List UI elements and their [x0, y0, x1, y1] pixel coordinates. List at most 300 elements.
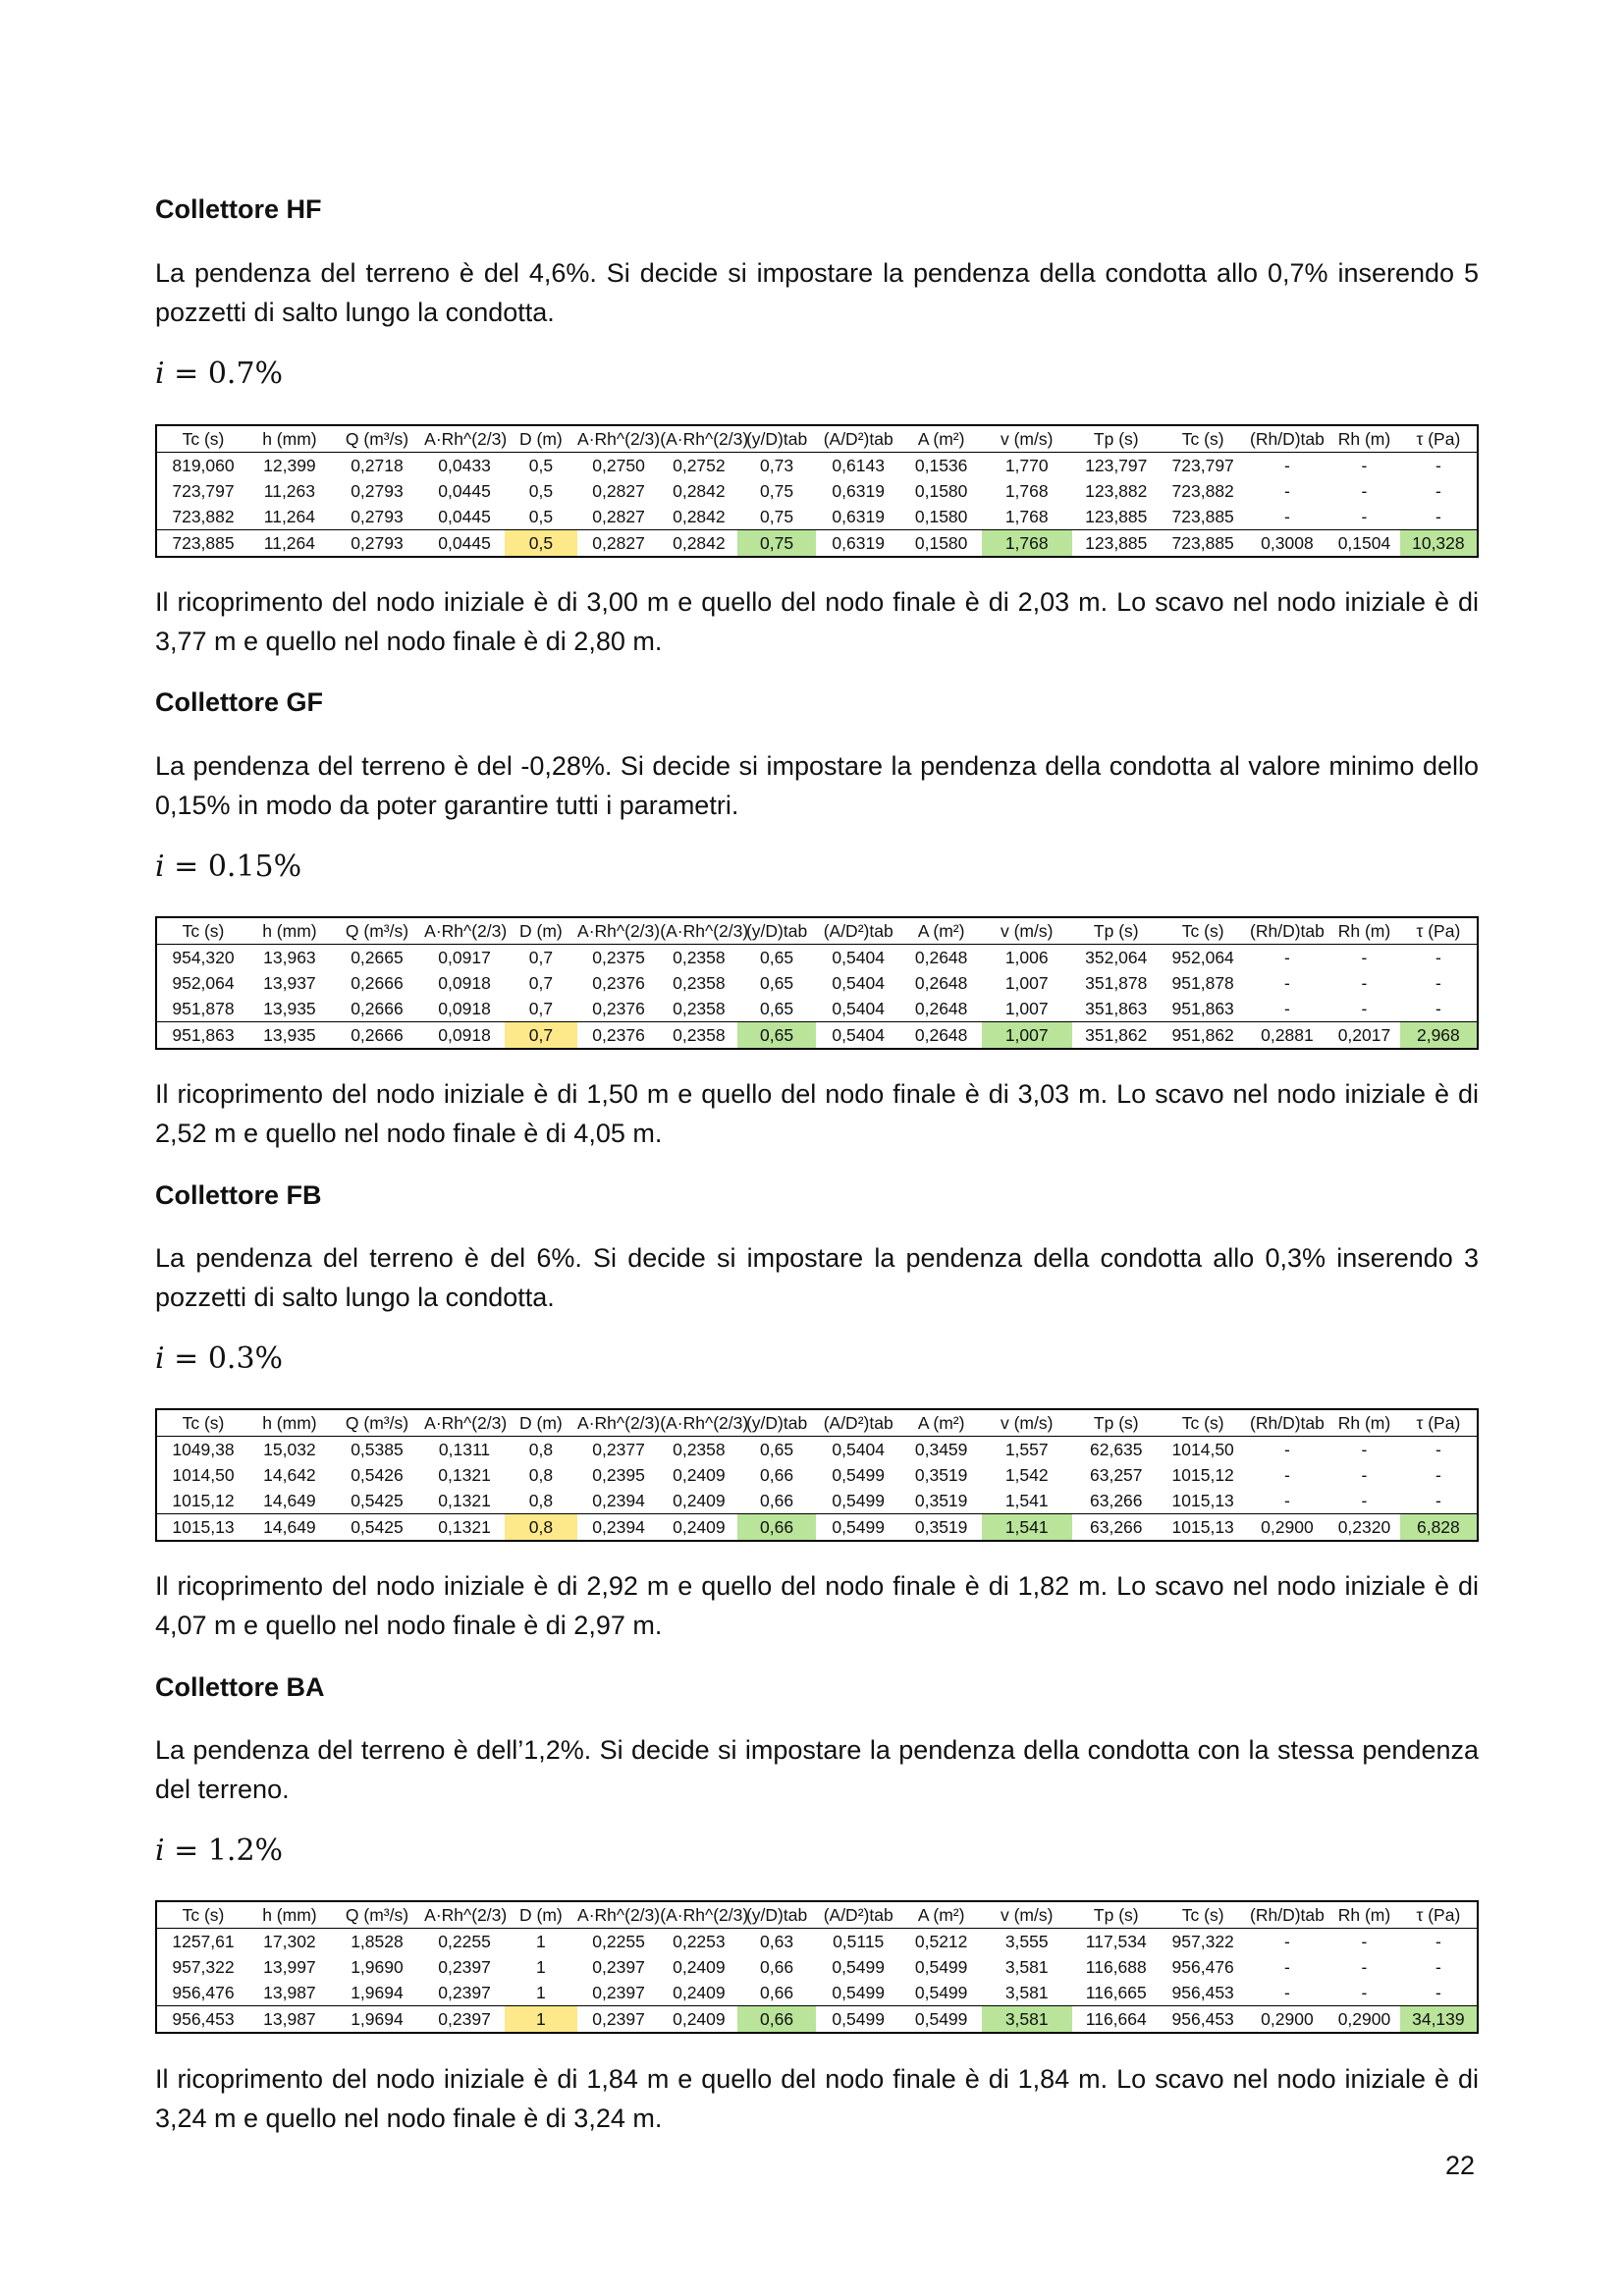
table-cell: 0,2666 [351, 998, 404, 1018]
table-cell: 1,542 [1004, 1464, 1049, 1485]
column-header: τ (Pa) [1400, 1901, 1478, 1929]
table-cell: 10,328 [1400, 530, 1478, 558]
table-cell: 0,2395 [592, 1464, 645, 1485]
table-cell: 0,2648 [914, 998, 968, 1018]
table-cell: 1 [505, 2006, 577, 2034]
section-summary-ba: Il ricoprimento del nodo iniziale è di 1,84 m e quello del nodo finale è di 1,84 m. Lo scavo nel nodo iniziale è di 3,24 m e quello nel nodo finale è di 3,24 m. [155, 2064, 1479, 2133]
slope-formula-fb [155, 1341, 283, 1376]
table-cell: 957,322 [1171, 1931, 1234, 1951]
table-cell: 0,7 [528, 998, 554, 1018]
table-cell: 0,2358 [660, 1022, 737, 1050]
table-cell: 1015,12 [172, 1490, 235, 1510]
table-cell: 0,5499 [901, 2006, 982, 2034]
slope-formula-ba [155, 1833, 283, 1868]
table-cell: 116,688 [1085, 1956, 1147, 1977]
table-cell: 13,987 [249, 2006, 330, 2034]
table-cell: 0,75 [760, 480, 794, 501]
table-cell: 0,66 [737, 1514, 815, 1542]
data-table-hf [155, 424, 1479, 558]
column-header: Tc (s) [1161, 1901, 1246, 1929]
table-cell: 1257,61 [172, 1931, 235, 1951]
table-cell: 0,0917 [438, 947, 491, 967]
table-cell: 0,0433 [438, 455, 491, 475]
table-cell: 0,2842 [673, 506, 726, 526]
table-cell: 1,9694 [330, 2006, 424, 2034]
table-cell: 1015,13 [1171, 1490, 1234, 1510]
table-cell: 0,2397 [424, 2006, 505, 2034]
slope-formula-gf [155, 849, 301, 884]
table-cell: 1,768 [1004, 480, 1049, 501]
table-cell: - [1361, 480, 1368, 501]
table-cell: - [1284, 947, 1290, 967]
column-header: h (mm) [249, 1409, 330, 1437]
table-cell: 1,768 [982, 530, 1072, 558]
column-header: v (m/s) [982, 425, 1072, 453]
column-header: Rh (m) [1328, 1409, 1400, 1437]
table-cell: 0,2827 [592, 506, 645, 526]
table-cell: 0,5 [505, 530, 577, 558]
table-cell: 1,007 [982, 1022, 1072, 1050]
column-header: A·Rh^(2/3) [577, 917, 660, 945]
column-header: Tc (s) [1161, 1409, 1246, 1437]
table-cell: 0,5426 [351, 1464, 404, 1485]
table-cell: 1,541 [982, 1514, 1072, 1542]
column-header: (Rh/D)tab [1246, 1901, 1328, 1929]
table-cell: 0,2842 [673, 480, 726, 501]
table-cell: 0,2255 [438, 1931, 491, 1951]
table-cell: 0,2665 [351, 947, 404, 967]
table-cell: - [1361, 1439, 1368, 1459]
table-header-row [156, 425, 1478, 453]
table-cell: 1,007 [1004, 972, 1049, 993]
table-cell: 13,963 [263, 947, 316, 967]
table-cell: 0,75 [737, 530, 815, 558]
column-header: h (mm) [249, 1901, 330, 1929]
column-header: A·Rh^(2/3) [424, 1901, 505, 1929]
column-header: v (m/s) [982, 917, 1072, 945]
table-cell: 1,557 [1004, 1439, 1049, 1459]
column-header: (Rh/D)tab [1246, 917, 1328, 945]
table-cell: 0,3519 [914, 1464, 968, 1485]
table-cell: 117,534 [1085, 1931, 1147, 1951]
table-cell: 0,65 [760, 972, 794, 993]
table-cell: 351,862 [1072, 1022, 1161, 1050]
table-row [156, 530, 1478, 558]
column-header: Tc (s) [156, 425, 249, 453]
table-cell: 123,797 [1085, 455, 1148, 475]
table-row [156, 1022, 1478, 1050]
table-cell: 957,322 [172, 1956, 235, 1977]
table-cell: 0,2376 [592, 998, 645, 1018]
table-cell: 819,060 [172, 455, 235, 475]
table-cell: 0,5404 [832, 998, 885, 1018]
table-cell: 0,2376 [577, 1022, 660, 1050]
table-row [156, 1462, 1478, 1488]
table-cell: 0,6319 [832, 506, 885, 526]
table-cell: 13,987 [263, 1982, 316, 2002]
table-cell: - [1435, 998, 1441, 1018]
table-cell: 0,5499 [832, 1982, 885, 2002]
table-cell: - [1361, 972, 1368, 993]
table-cell: - [1435, 480, 1441, 501]
column-header: (y/D)tab [737, 1901, 815, 1929]
table-cell: 352,064 [1085, 947, 1148, 967]
column-header: (Rh/D)tab [1246, 425, 1328, 453]
table-row [156, 504, 1478, 530]
column-header: τ (Pa) [1400, 425, 1478, 453]
table-cell: 1,541 [1004, 1490, 1049, 1510]
data-table-ba [155, 1900, 1479, 2034]
column-header: (A·Rh^(2/3) [660, 917, 737, 945]
column-header: (A·Rh^(2/3) [660, 1901, 737, 1929]
table-cell: 0,2842 [660, 530, 737, 558]
column-header: A·Rh^(2/3) [577, 1901, 660, 1929]
table-cell: 0,2827 [577, 530, 660, 558]
formula-value: = 0.7% [164, 356, 284, 391]
table-cell: 0,3519 [901, 1514, 982, 1542]
table-cell: 0,1580 [914, 480, 968, 501]
formula-variable: i [155, 356, 165, 391]
table-cell: 0,3519 [914, 1490, 968, 1510]
table-cell: 1015,13 [1161, 1514, 1246, 1542]
formula-value: = 1.2% [164, 1833, 284, 1868]
table-cell: 0,3008 [1246, 530, 1328, 558]
table-row [156, 1980, 1478, 2006]
table-cell: 13,937 [263, 972, 316, 993]
table-cell: 14,642 [263, 1464, 316, 1485]
section-heading-gf: Collettore GF [155, 687, 324, 717]
column-header: Tc (s) [156, 917, 249, 945]
table-cell: - [1435, 1982, 1441, 2002]
table-cell: 0,2397 [438, 1956, 491, 1977]
table-cell: 0,2648 [914, 947, 968, 967]
table-cell: 0,5499 [832, 1956, 885, 1977]
table-row [156, 1437, 1478, 1463]
table-cell: - [1435, 1464, 1441, 1485]
column-header: τ (Pa) [1400, 917, 1478, 945]
table-cell: 0,2409 [673, 1464, 726, 1485]
table-cell: - [1284, 1931, 1290, 1951]
table-cell: 0,63 [760, 1931, 794, 1951]
table-cell: 0,66 [760, 1490, 794, 1510]
column-header: v (m/s) [982, 1901, 1072, 1929]
table-cell: - [1284, 1982, 1290, 2002]
table-cell: 63,266 [1090, 1490, 1143, 1510]
table-cell: 1049,38 [172, 1439, 235, 1459]
table-cell: 0,1321 [438, 1464, 491, 1485]
formula-variable: i [155, 849, 165, 884]
table-cell: 0,2320 [1328, 1514, 1400, 1542]
table-cell: - [1284, 506, 1290, 526]
table-cell: 0,0445 [438, 506, 491, 526]
table-cell: 0,2409 [673, 1956, 726, 1977]
table-cell: 0,2666 [351, 972, 404, 993]
table-cell: 0,2358 [673, 947, 726, 967]
slope-formula-hf [155, 356, 283, 391]
table-cell: 0,2881 [1246, 1022, 1328, 1050]
table-cell: 0,5499 [816, 2006, 901, 2034]
table-cell: 951,863 [156, 1022, 249, 1050]
table-cell: 17,302 [263, 1931, 316, 1951]
table-cell: 1 [536, 1956, 546, 1977]
table-cell: 723,797 [172, 480, 235, 501]
table-cell: - [1435, 1956, 1441, 1977]
table-cell: 0,5 [528, 480, 554, 501]
section-description-hf: La pendenza del terreno è del 4,6%. Si decide si impostare la pendenza della condotta allo 0,7% inserendo 5 pozzetti di salto lungo la condotta. [155, 258, 1479, 327]
table-cell: 1,8528 [351, 1931, 404, 1951]
table-cell: - [1284, 1464, 1290, 1485]
table-cell: 0,2358 [673, 998, 726, 1018]
table-cell: 0,8 [505, 1514, 577, 1542]
table-cell: 723,797 [1171, 455, 1234, 475]
table-cell: 956,453 [1161, 2006, 1246, 2034]
table-cell: 123,885 [1072, 530, 1161, 558]
table-cell: 3,581 [1004, 1982, 1049, 2002]
table-cell: 0,2793 [351, 480, 404, 501]
table-cell: 0,2409 [673, 1982, 726, 2002]
table-cell: 723,882 [1171, 480, 1234, 501]
table-cell: 0,2358 [673, 1439, 726, 1459]
table-cell: - [1435, 506, 1441, 526]
table-cell: 0,5425 [330, 1514, 424, 1542]
table-cell: 123,885 [1085, 506, 1148, 526]
formula-variable: i [155, 1833, 165, 1868]
table-cell: 0,1536 [914, 455, 968, 475]
table-cell: 0,2394 [577, 1514, 660, 1542]
table-row [156, 996, 1478, 1022]
table-cell: 0,1311 [438, 1439, 491, 1459]
table-cell: 952,064 [1171, 947, 1234, 967]
table-cell: 15,032 [263, 1439, 316, 1459]
section-summary-fb: Il ricoprimento del nodo iniziale è di 2,92 m e quello del nodo finale è di 1,82 m. Lo scavo nel nodo iniziale è di 4,07 m e quello nel nodo finale è di 2,97 m. [155, 1571, 1479, 1640]
section-heading-fb: Collettore FB [155, 1180, 322, 1210]
table-cell: 1014,50 [1171, 1439, 1234, 1459]
table-cell: 0,2377 [592, 1439, 645, 1459]
table-row [156, 478, 1478, 504]
table-cell: - [1361, 998, 1368, 1018]
table-cell: - [1435, 972, 1441, 993]
table-cell: 351,878 [1085, 972, 1148, 993]
table-cell: 0,6319 [816, 530, 901, 558]
column-header: Tp (s) [1072, 1901, 1161, 1929]
column-header: D (m) [505, 1901, 577, 1929]
table-cell: 0,2827 [592, 480, 645, 501]
column-header: Q (m³/s) [330, 425, 424, 453]
table-cell: 0,2376 [592, 972, 645, 993]
column-header: τ (Pa) [1400, 1409, 1478, 1437]
table-cell: 0,2397 [592, 1956, 645, 1977]
column-header: Tp (s) [1072, 917, 1161, 945]
table-header-row [156, 1409, 1478, 1437]
column-header: v (m/s) [982, 1409, 1072, 1437]
table-cell: 0,2648 [901, 1022, 982, 1050]
section-description-fb: La pendenza del terreno è del 6%. Si decide si impostare la pendenza della condotta allo 0,3% inserendo 3 pozzetti di salto lungo la condotta. [155, 1243, 1479, 1312]
table-cell: 1015,13 [156, 1514, 249, 1542]
table-cell: 0,0445 [424, 530, 505, 558]
section-heading-hf: Collettore HF [155, 194, 322, 224]
table-cell: 0,2793 [330, 530, 424, 558]
table-cell: 351,863 [1085, 998, 1148, 1018]
table-cell: 956,453 [156, 2006, 249, 2034]
table-cell: 0,7 [528, 947, 554, 967]
table-row [156, 1488, 1478, 1514]
table-cell: 951,862 [1161, 1022, 1246, 1050]
table-cell: 0,6143 [832, 455, 885, 475]
table-cell: 1,9694 [351, 1982, 404, 2002]
formula-variable: i [155, 1341, 165, 1376]
column-header: A·Rh^(2/3) [577, 425, 660, 453]
column-header: A (m²) [901, 1409, 982, 1437]
section-description-gf: La pendenza del terreno è del -0,28%. Si decide si impostare la pendenza della condotta al valore minimo dello 0,15% in modo da poter garantire tutti i parametri. [155, 751, 1479, 820]
table-cell: 0,5499 [816, 1514, 901, 1542]
table-cell: 0,75 [760, 506, 794, 526]
table-header-row [156, 1901, 1478, 1929]
table-cell: 0,5385 [351, 1439, 404, 1459]
table-cell: 13,997 [263, 1956, 316, 1977]
column-header: Q (m³/s) [330, 1409, 424, 1437]
column-header: (A·Rh^(2/3) [660, 425, 737, 453]
table-row [156, 1514, 1478, 1542]
table-cell: 1,9690 [351, 1956, 404, 1977]
column-header: Rh (m) [1328, 425, 1400, 453]
table-cell: - [1435, 1439, 1441, 1459]
table-cell: 0,8 [528, 1464, 554, 1485]
table-cell: 0,5 [528, 506, 554, 526]
table-cell: 0,7 [505, 1022, 577, 1050]
table-cell: 723,885 [1171, 506, 1234, 526]
column-header: Tp (s) [1072, 1409, 1161, 1437]
table-cell: 0,1580 [914, 506, 968, 526]
table-cell: 0,5404 [832, 947, 885, 967]
data-table-fb [155, 1408, 1479, 1542]
table-cell: 0,2409 [660, 1514, 737, 1542]
table-cell: - [1284, 455, 1290, 475]
table-cell: 123,882 [1085, 480, 1148, 501]
table-cell: 63,266 [1072, 1514, 1161, 1542]
table-cell: 0,2253 [673, 1931, 726, 1951]
table-cell: 0,1321 [438, 1490, 491, 1510]
table-cell: 1 [536, 1982, 546, 2002]
table-cell: 0,2900 [1328, 2006, 1400, 2034]
table-cell: 0,5404 [832, 1439, 885, 1459]
table-cell: 0,5499 [914, 1956, 968, 1977]
column-header: (y/D)tab [737, 1409, 815, 1437]
table-cell: 0,5212 [914, 1931, 968, 1951]
table-cell: 0,2397 [438, 1982, 491, 2002]
column-header: (A/D²)tab [816, 425, 901, 453]
formula-value: = 0.3% [164, 1341, 284, 1376]
table-cell: 0,5425 [351, 1490, 404, 1510]
column-header: A·Rh^(2/3) [577, 1409, 660, 1437]
table-cell: - [1284, 1956, 1290, 1977]
table-cell: 723,885 [156, 530, 249, 558]
table-cell: 3,555 [1004, 1931, 1049, 1951]
table-cell: - [1435, 947, 1441, 967]
table-cell: 0,2017 [1328, 1022, 1400, 1050]
table-cell: 63,257 [1090, 1464, 1143, 1485]
table-cell: 0,3459 [914, 1439, 968, 1459]
table-cell: 1015,12 [1171, 1464, 1234, 1485]
table-cell: 34,139 [1400, 2006, 1478, 2034]
column-header: h (mm) [249, 917, 330, 945]
table-cell: 0,66 [760, 1956, 794, 1977]
table-row [156, 1954, 1478, 1980]
column-header: A (m²) [901, 1901, 982, 1929]
column-header: D (m) [505, 1409, 577, 1437]
table-cell: 0,2900 [1246, 2006, 1328, 2034]
column-header: Tp (s) [1072, 425, 1161, 453]
table-cell: - [1284, 1439, 1290, 1459]
table-cell: 723,882 [172, 506, 235, 526]
table-cell: 0,7 [528, 972, 554, 993]
table-cell: - [1435, 1490, 1441, 1510]
table-cell: - [1435, 1931, 1441, 1951]
formula-value: = 0.15% [164, 849, 302, 884]
column-header: Q (m³/s) [330, 917, 424, 945]
column-header: (y/D)tab [737, 917, 815, 945]
table-cell: 6,828 [1400, 1514, 1478, 1542]
table-cell: 1,768 [1004, 506, 1049, 526]
table-cell: 116,665 [1085, 1982, 1147, 2002]
section-heading-ba: Collettore BA [155, 1672, 325, 1702]
column-header: h (mm) [249, 425, 330, 453]
column-header: D (m) [505, 425, 577, 453]
table-cell: - [1361, 1931, 1368, 1951]
table-cell: 0,0918 [438, 998, 491, 1018]
column-header: D (m) [505, 917, 577, 945]
column-header: Tc (s) [1161, 425, 1246, 453]
table-cell: 1,006 [1004, 947, 1049, 967]
table-cell: 0,0918 [424, 1022, 505, 1050]
table-cell: 0,1321 [424, 1514, 505, 1542]
column-header: (A/D²)tab [816, 917, 901, 945]
table-cell: - [1284, 480, 1290, 501]
table-cell: 0,65 [737, 1022, 815, 1050]
table-row [156, 2006, 1478, 2034]
column-header: (A/D²)tab [816, 1901, 901, 1929]
table-cell: 0,5404 [832, 972, 885, 993]
table-cell: - [1284, 972, 1290, 993]
table-cell: 12,399 [263, 455, 316, 475]
table-row [156, 970, 1478, 996]
table-cell: 0,66 [760, 1982, 794, 2002]
table-row [156, 453, 1478, 479]
table-cell: 951,863 [1171, 998, 1234, 1018]
table-cell: 0,65 [760, 1439, 794, 1459]
table-cell: - [1361, 947, 1368, 967]
column-header: A·Rh^(2/3) [424, 1409, 505, 1437]
page-number: 22 [1444, 2151, 1475, 2180]
column-header: (A·Rh^(2/3) [660, 1409, 737, 1437]
column-header: (A/D²)tab [816, 1409, 901, 1437]
table-cell: - [1435, 455, 1441, 475]
table-cell: 0,8 [528, 1490, 554, 1510]
table-cell: 0,2750 [592, 455, 645, 475]
table-cell: 0,5499 [914, 1982, 968, 2002]
column-header: (y/D)tab [737, 425, 815, 453]
table-cell: 14,649 [263, 1490, 316, 1510]
table-cell: 0,8 [528, 1439, 554, 1459]
table-cell: 0,2375 [592, 947, 645, 967]
table-cell: 956,476 [172, 1982, 235, 2002]
table-cell: 956,476 [1171, 1956, 1234, 1977]
table-cell: - [1361, 1956, 1368, 1977]
section-description-ba: La pendenza del terreno è dell’1,2%. Si decide si impostare la pendenza della condotta con la stessa pendenza del terreno. [155, 1735, 1479, 1804]
table-cell: 0,5 [528, 455, 554, 475]
table-cell: 0,2358 [673, 972, 726, 993]
table-cell: 2,968 [1400, 1022, 1478, 1050]
table-cell: 952,064 [172, 972, 235, 993]
